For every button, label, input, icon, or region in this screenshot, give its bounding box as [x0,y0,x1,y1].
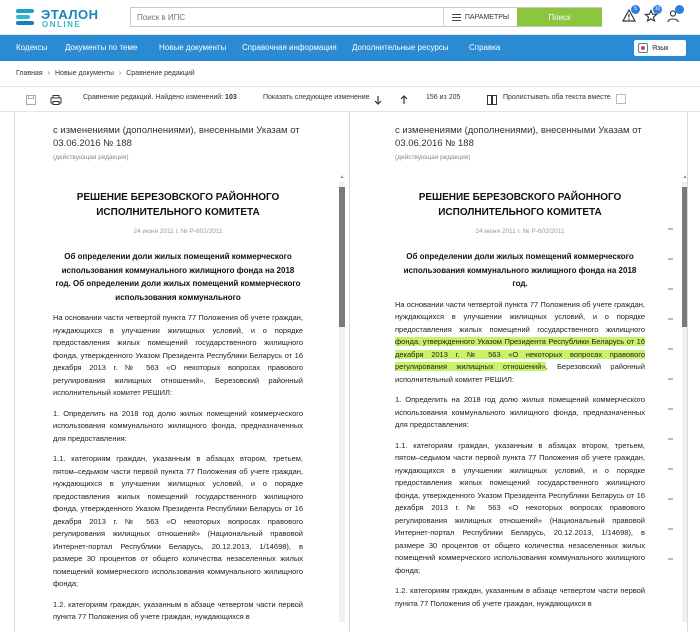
breadcrumb-new-docs[interactable]: Новые документы [55,70,114,77]
change-marker [668,528,673,530]
nav-item-codes[interactable]: Кодексы [16,43,48,52]
search-box [130,7,602,27]
doc-paragraph: На основании части четвертой пункта 77 Положения об учете граждан, нуждающихся в улучшении жилищных условий, и о порядке предоставления жилых помещений государственного жилищного фонда, утвержденного Указом Президента Республики Беларусь от 16 декабря 2013 г. № 563 «О некоторых вопросах правового регулирования жилищных отношений», Березовский районный исполнительный комитет РЕШИЛ: [53,313,303,397]
brand-sub: ONLINE [42,20,82,29]
nav-item-new-docs[interactable]: Новые документы [159,43,227,52]
params-label: ПАРАМЕТРЫ [464,13,510,21]
breadcrumb-home[interactable]: Главная [16,70,43,77]
left-document [53,124,303,624]
scroll-up-icon[interactable]: ▲ [339,174,345,180]
save-icon [25,94,37,106]
doc-status: (действующая редакция) [53,154,129,161]
change-marker [668,498,673,500]
breadcrumb-separator: › [47,70,50,77]
next-change-button[interactable] [372,93,384,105]
text-changed-highlight: фонда, утвержденного Указом Президента Республики Беларусь от 16 декабря 2013 г. № 563 «О некоторых вопросах правового регулирования жилищных отношений» [395,337,645,371]
nav-item-topic-docs[interactable]: Документы по теме [65,43,138,52]
brand-logo[interactable] [16,7,116,31]
notifications-badge: 5 [631,5,640,14]
notifications-button[interactable] [622,6,637,23]
changes-count: 103 [225,94,237,101]
compare-label: Сравнение редакций. Найдено изменений: [83,94,224,101]
doc-paragraph: 1. Определить на 2018 год долю жилых помещений коммерческого использования коммунального жилищного фонда, предназначенных для предоставления: [395,395,645,429]
text-unchanged: , Березовский районный исполнительный комитет РЕШИЛ: [395,362,645,384]
prev-change-button[interactable] [398,93,410,105]
nav-item-reference[interactable]: Справочная информация [242,43,337,52]
change-marker [668,468,673,470]
doc-date: 24 июня 2011 г. № Р-602/2011 [475,227,565,235]
change-marker [668,258,673,260]
change-position: 156 из 205 [426,94,461,101]
right-scroll-thumb[interactable] [682,187,688,327]
doc-edition-header: с изменениями (дополнениями), внесенными Указам от 03.06.2016 № 188 [53,125,300,149]
nav-item-resources[interactable]: Дополнительные ресурсы [352,43,449,52]
doc-subject: Об определении доли жилых помещений коммерческого использования коммунального жилищного фонда на 2018 год. Об определении доли жилых помещений коммерческого использования коммунального [55,252,301,302]
doc-status: (действующая редакция) [395,154,471,161]
doc-paragraph: 1.2. категориям граждан, указанным в абзаце четвертом части первой пункта 77 Положения об учете граждан, нуждающихся в [395,586,645,608]
doc-subject: Об определении доли жилых помещений коммерческого использования коммунального жилищного фонда на 2018 год. [403,252,637,288]
user-button[interactable] [666,9,680,23]
arrow-down-icon [372,94,384,106]
breadcrumb-current: Сравнение редакций [126,70,195,77]
change-marker [668,558,673,560]
params-button[interactable] [443,8,517,26]
breadcrumb [16,70,195,77]
search-input[interactable] [131,8,443,26]
two-columns-icon [486,93,498,105]
doc-paragraph: 1. Определить на 2018 год долю жилых помещений коммерческого использования коммунального жилищного фонда, предназначенных для предоставления: [53,408,303,443]
change-marker [668,378,673,380]
text-unchanged: На основании части четвертой пункта 77 Положения об учете граждан, нуждающихся в улучшении жилищных условий, и о порядке предоставления жилых помещений государственного жилищного [395,299,645,334]
favorites-button[interactable] [644,6,661,23]
doc-title: РЕШЕНИЕ БЕРЕЗОВСКОГО РАЙОННОГО ИСПОЛНИТЕЛЬНОГО КОМИТЕТА [76,191,280,218]
left-scrollbar[interactable] [339,182,345,622]
scroll-both-checkbox[interactable] [616,94,626,104]
doc-paragraph: 1.1. категориям граждан, указанным в абзацах втором, третьем, пятом–седьмом части первой пункта 77 Положения об учете граждан, нуждающихся в улучшении жилищных условий, и о порядке предоставления жилых помещений государственного жилищного фонда, утвержденного Указом Президента Республики Беларусь от 16 декабря 2013 г. № 563 «О некоторых вопросах правового регулирования жилищных отношений» (Национальный правовой Интернет-портал Республики Беларусь, 20.12.2013, 1/14698), в размере 30 процентов от общего количества незаселенных жилых помещений коммерческого использования коммунального жилищного фонда; [395,440,645,575]
doc-paragraph [395,299,645,387]
search-button[interactable]: Поиск [517,8,602,26]
change-marker [668,228,673,230]
language-label: Язык [652,44,669,52]
favorites-badge: 10 [654,6,661,12]
right-document-panel [350,112,688,632]
doc-edition-header: с изменениями (дополнениями), внесенными Указам от 03.06.2016 № 188 [395,125,642,149]
print-button[interactable] [50,93,62,105]
language-icon [638,43,648,53]
scroll-up-icon[interactable]: ▲ [682,174,688,180]
change-marker [668,348,673,350]
doc-date: 24 июня 2011 г. № Р-602/2011 [133,227,223,235]
brand-name: ЭТАЛОН [41,7,99,22]
save-button[interactable] [25,93,37,105]
nav-item-help[interactable]: Справка [469,43,501,52]
change-marker [668,318,673,320]
doc-paragraph: 1.2. категориям граждан, указанным в абзаце четвертом части первой пункта 77 Положения об учете граждан, нуждающихся в [53,599,303,621]
compare-toolbar [0,86,700,112]
app-header [0,0,700,35]
main-nav [0,35,700,61]
logo-mark-icon [16,9,36,27]
sliders-icon [452,14,461,21]
right-scrollbar[interactable] [682,182,688,622]
change-marker [668,438,673,440]
show-next-label: Показать следующее изменение [263,94,370,101]
language-button[interactable] [634,40,686,56]
change-marker [668,288,673,290]
left-scroll-thumb[interactable] [339,187,345,327]
left-document-panel [14,112,350,632]
breadcrumb-separator: › [118,70,122,77]
compare-status [83,94,237,101]
doc-paragraph: 1.1. категориям граждан, указанным в абзацах втором, третьем, пятом–седьмом части первой пункта 77 Положения об учете граждан, нуждающихся в улучшении жилищных условий, и о порядке предоставления жилых помещений государственного жилищного фонда, утвержденного Указом Президента Республики Беларусь от 16 декабря 2013 г. № 563 «О некоторых вопросах правового регулирования жилищных отношений» (Национальный правовой Интернет-портал Республики Беларусь, 20.12.2013, 1/14698), в размере 30 процентов от общего количества незаселенных жилых помещений коммерческого использования коммунального жилищного фонда; [53,454,303,588]
print-icon [50,94,62,106]
scroll-both-label: Пролистывать оба текста вместе [503,94,611,101]
arrow-up-icon [398,94,410,106]
user-badge [675,5,684,14]
right-document [395,124,645,610]
change-marker [668,408,673,410]
doc-title: РЕШЕНИЕ БЕРЕЗОВСКОГО РАЙОННОГО ИСПОЛНИТЕЛЬНОГО КОМИТЕТА [418,191,622,218]
